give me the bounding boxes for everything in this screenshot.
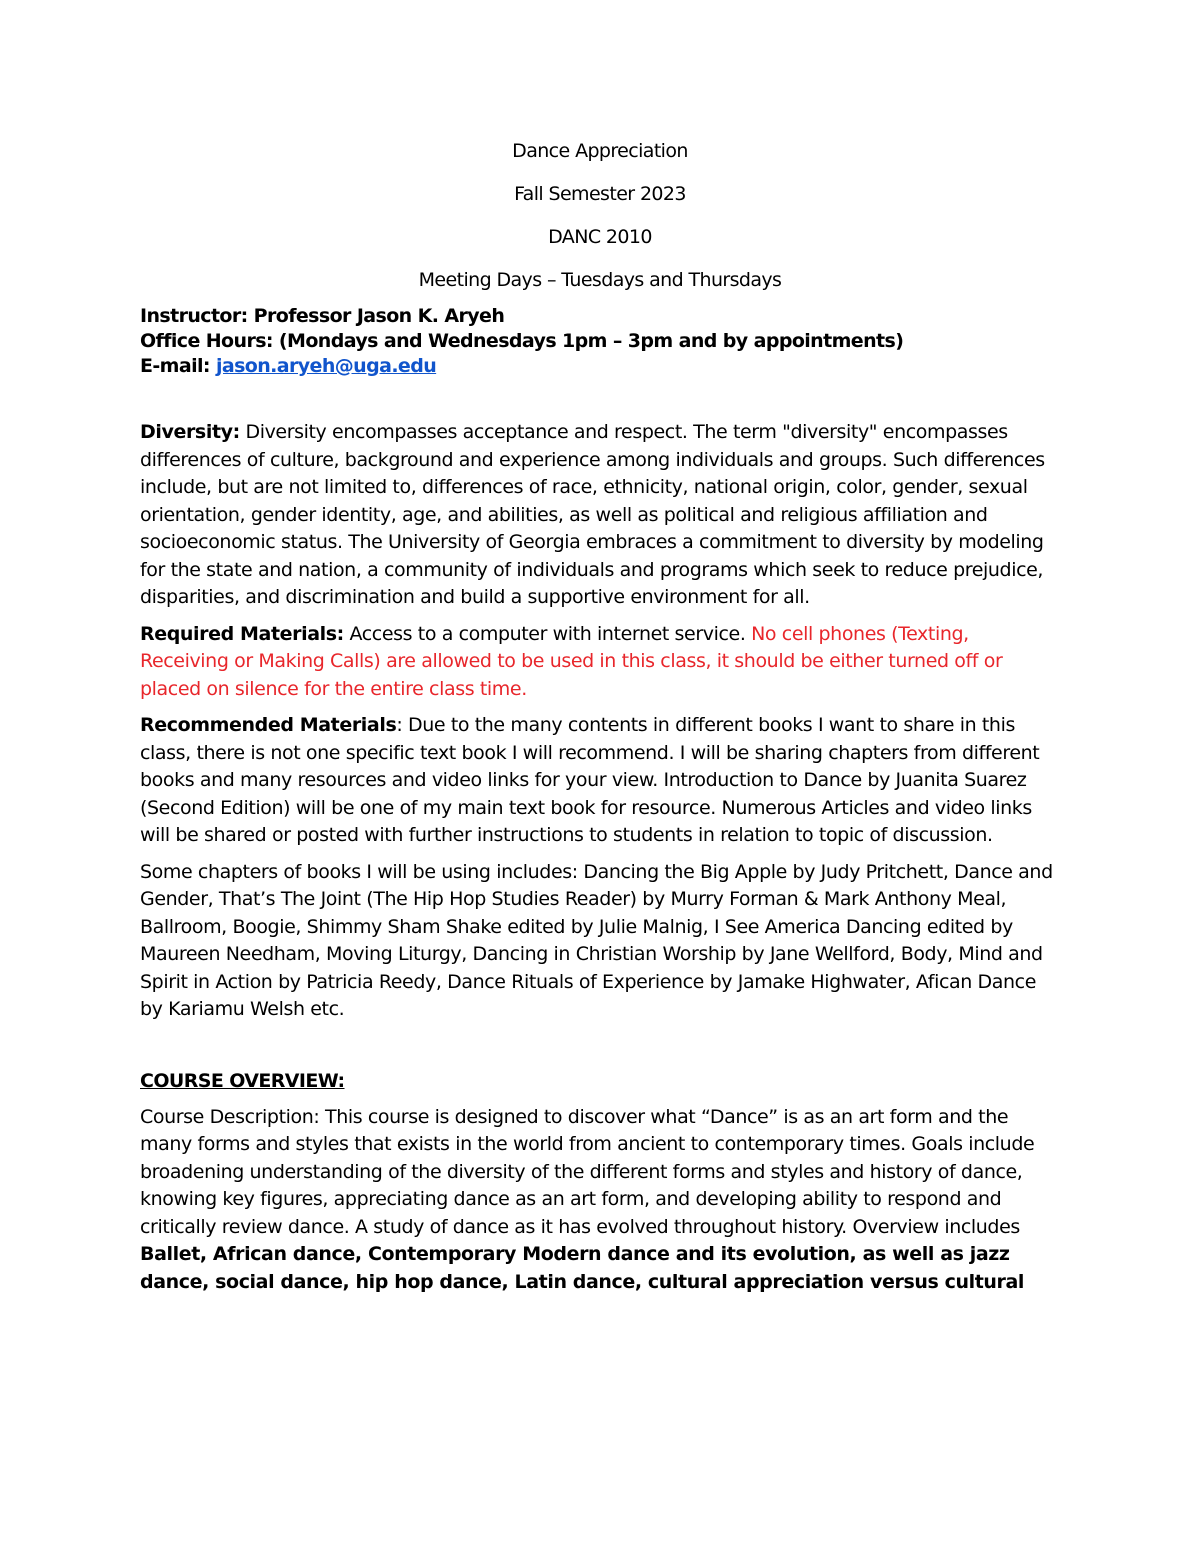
diversity-text: Diversity encompasses acceptance and respect. The term "diversity" encompasses differences of culture, background and experience among individuals and groups. Such differences include, but are not limited to, differences of race, ethnicity, national origin, color, gender, sexual orientation, gender identity, age, and abilities, as well as political and religious affiliation and socioeconomic status. The University of Georgia embraces a commitment to diversity by modeling for the state and nation, a community of individuals and programs which seek to reduce prejudice, disparities, and discrimination and build a supportive environment for all.	[140, 421, 1045, 608]
recommended-materials-text: : Due to the many contents in different books I want to share in this class, there is not one specific text book I will recommend. I will be sharing chapters from different books and many resources and video links for your view. Introduction to Dance by Juanita Suarez (Second Edition) will be one of my main text book for resource. Numerous Articles and video links will be shared or posted with further instructions to students in relation to topic of discussion.	[140, 714, 1040, 846]
instructor-info	[140, 304, 1060, 379]
course-description-text: Course Description: This course is designed to discover what “Dance” is as an art form and the many forms and styles that exists in the world from ancient to contemporary times. Goals include broadening understanding of the diversity of the different forms and styles and history of dance, knowing key figures, appreciating dance as an art form, and developing ability to respond and critically review dance. A study of dance as it has evolved throughout history. Overview includes	[140, 1105, 1035, 1238]
recommended-materials-label: Recommended Materials	[140, 714, 397, 736]
required-materials-label: Required Materials:	[140, 622, 344, 645]
course-description-paragraph	[140, 1104, 1060, 1297]
required-materials-paragraph	[140, 621, 1060, 704]
office-hours: Office Hours: (Mondays and Wednesdays 1pm – 3pm and by appointments)	[140, 330, 904, 352]
course-name: Dance Appreciation	[512, 140, 688, 162]
course-overview-heading: COURSE OVERVIEW:	[140, 1069, 345, 1092]
required-materials-text: Access to a computer with internet service.	[343, 622, 752, 645]
email-line	[140, 354, 1060, 379]
instructor-name: Instructor: Professor Jason K. Aryeh	[140, 305, 505, 327]
diversity-paragraph	[140, 419, 1060, 612]
syllabus-page	[140, 140, 1060, 1296]
course-code: DANC 2010	[548, 226, 652, 248]
diversity-label: Diversity:	[140, 421, 240, 443]
book-chapters-paragraph: Some chapters of books I will be using includes: Dancing the Big Apple by Judy Pritchett, Dance and Gender, That’s The Joint (The Hip Hop Studies Reader) by Murry Forman & Mark Anthony Meal, Ballroom, Boogie, Shimmy Sham Shake edited by Julie Malnig, I See America Dancing edited by Maureen Needham, Moving Liturgy, Dancing in Christian Worship by Jane Wellford, Body, Mind and Spirit in Action by Patricia Reedy, Dance Rituals of Experience by Jamake Highwater, Afican Dance by Kariamu Welsh etc.	[140, 860, 1053, 1020]
email-label: E-mail:	[140, 355, 216, 377]
course-topics-bold: Ballet, African dance, Contemporary Modern dance and its evolution, as well as jazz dance, social dance, hip hop dance, Latin dance, cultural appreciation versus cultural	[140, 1243, 1025, 1293]
email-link[interactable]: jason.aryeh@uga.edu	[215, 355, 437, 377]
semester: Fall Semester 2023	[514, 183, 686, 205]
recommended-materials-paragraph	[140, 712, 1060, 850]
meeting-days: Meeting Days – Tuesdays and Thursdays	[418, 269, 782, 291]
phone-policy-warning: No cell phones (Texting, Receiving or Making Calls) are allowed to be used in this class, it should be either turned off or placed on silence for the entire class time.	[140, 622, 1003, 700]
course-header	[0, 140, 1200, 291]
